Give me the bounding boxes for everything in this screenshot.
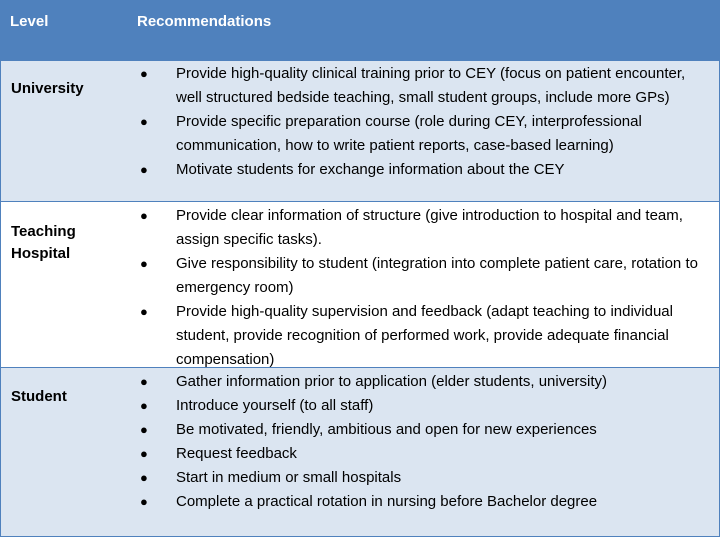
table-row-university bbox=[0, 61, 720, 202]
bullet-icon: ● bbox=[140, 446, 148, 461]
list-item-text: Provide specific preparation course (role during CEY, interprofessional communication, how to write patient reports, case-based learning) bbox=[176, 113, 642, 154]
level-line: Teaching bbox=[11, 223, 76, 240]
table-header bbox=[0, 0, 720, 61]
recommendation-list bbox=[1, 62, 720, 182]
bullet-icon: ● bbox=[140, 66, 148, 81]
list-item bbox=[1, 110, 720, 158]
recommendation-list bbox=[1, 204, 720, 372]
bullet-icon: ● bbox=[140, 304, 148, 319]
list-item bbox=[1, 370, 720, 394]
level-cell: University bbox=[11, 80, 84, 97]
bullet-icon: ● bbox=[140, 208, 148, 223]
level-cell: Student bbox=[11, 388, 67, 405]
level-line: Hospital bbox=[11, 245, 71, 262]
list-item-text: Provide high-quality supervision and feedback (adapt teaching to individual student, provide recognition of performed work, provide adequate financial compensation) bbox=[176, 303, 673, 368]
bullet-icon: ● bbox=[140, 494, 148, 509]
list-item bbox=[1, 300, 720, 372]
list-item-text: Provide clear information of structure (give introduction to hospital and team, assign specific tasks). bbox=[176, 207, 683, 248]
bullet-icon: ● bbox=[140, 470, 148, 485]
column-header-recommendations: Recommendations bbox=[137, 13, 272, 30]
list-item bbox=[1, 204, 720, 252]
list-item bbox=[1, 158, 720, 182]
bullet-icon: ● bbox=[140, 398, 148, 413]
table-row-student bbox=[0, 368, 720, 537]
bullet-icon: ● bbox=[140, 374, 148, 389]
list-item bbox=[1, 62, 720, 110]
recommendation-list bbox=[1, 370, 720, 514]
list-item bbox=[1, 394, 720, 418]
bullet-icon: ● bbox=[140, 256, 148, 271]
table-row-teaching-hospital bbox=[0, 202, 720, 368]
list-item bbox=[1, 442, 720, 466]
list-item-text: Be motivated, friendly, ambitious and open for new experiences bbox=[176, 421, 597, 438]
bullet-icon: ● bbox=[140, 114, 148, 129]
list-item-text: Provide high-quality clinical training prior to CEY (focus on patient encounter, well structured bedside teaching, small student groups, include more GPs) bbox=[176, 65, 686, 106]
list-item-text: Complete a practical rotation in nursing before Bachelor degree bbox=[176, 493, 598, 510]
list-item-text: Start in medium or small hospitals bbox=[176, 469, 402, 486]
list-item bbox=[1, 418, 720, 442]
column-header-level: Level bbox=[10, 13, 49, 30]
list-item-text: Introduce yourself (to all staff) bbox=[176, 397, 374, 414]
list-item bbox=[1, 252, 720, 300]
list-item bbox=[1, 490, 720, 514]
list-item-text: Gather information prior to application (elder students, university) bbox=[176, 373, 608, 390]
bullet-icon: ● bbox=[140, 162, 148, 177]
bullet-icon: ● bbox=[140, 422, 148, 437]
list-item-text: Request feedback bbox=[176, 445, 297, 462]
list-item bbox=[1, 466, 720, 490]
list-item-text: Give responsibility to student (integration into complete patient care, rotation to emergency room) bbox=[176, 255, 698, 296]
list-item-text: Motivate students for exchange information about the CEY bbox=[176, 161, 565, 178]
